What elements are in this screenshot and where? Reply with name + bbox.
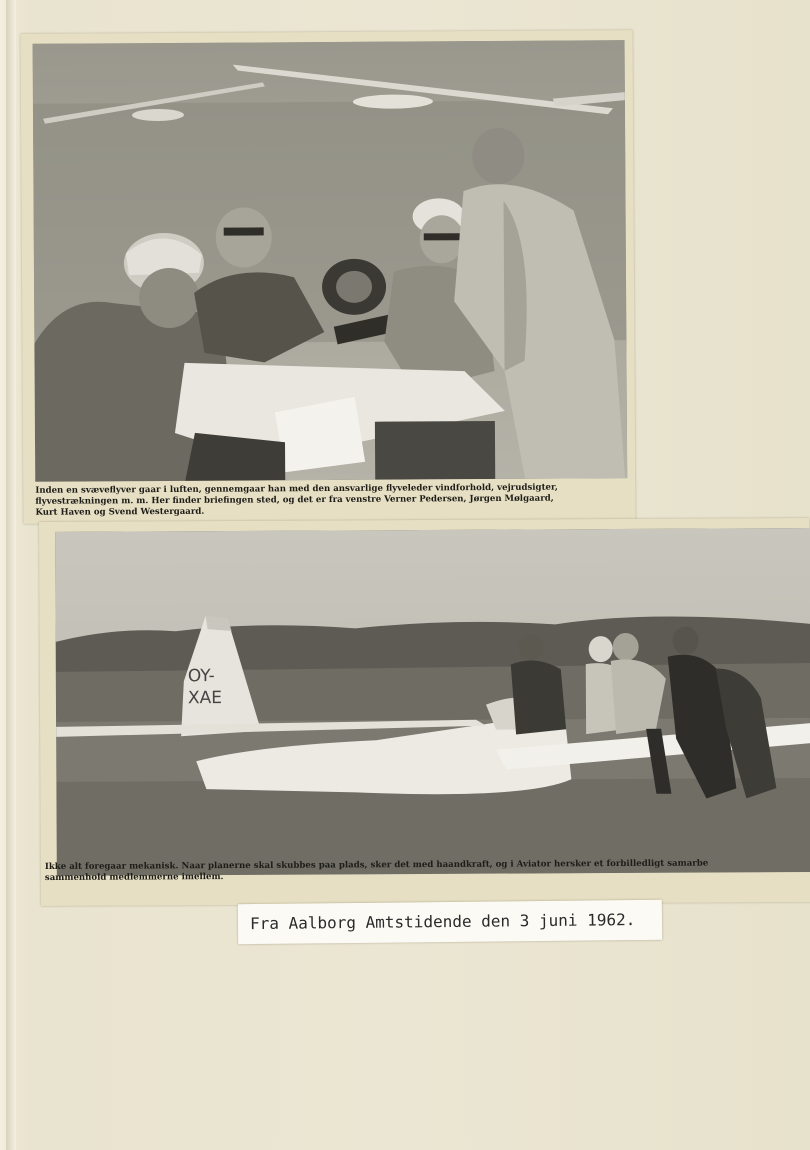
page-fold [6, 0, 16, 1150]
glider-photo-image [55, 528, 810, 876]
glider-photo [55, 528, 810, 876]
tail-registration-label: OY- [187, 666, 215, 687]
svg-text:OY- [188, 666, 215, 686]
caption-line: flyvestrækningen m. m. Her finder briefingen sted, og det er fra venstre Verner Pedersen, Jørgen Mølgaard, [35, 493, 554, 507]
newspaper-clipping-glider [39, 518, 810, 906]
caption-line: sammenhold medlemmerne imellem. [44, 872, 224, 883]
glider-caption [45, 858, 810, 884]
caption-line: Kurt Haven og Svend Westergaard. [35, 506, 205, 518]
briefing-photo [33, 40, 628, 482]
briefing-photo-image [33, 40, 628, 482]
caption-line: Ikke alt foregaar mekanisk. Naar planerne skal skubbes paa plads, sker det med haandkraft, og i Aviator hersker et forbilledligt samarbe [44, 858, 709, 872]
source-label: Fra Aalborg Amtstidende den 3 juni 1962. [238, 900, 662, 944]
svg-text:XAE: XAE [187, 688, 223, 709]
newspaper-clipping-briefing [21, 30, 636, 524]
caption-line: Inden en svæveflyver gaar i luften, gennemgaar han med den ansvarlige flyveleder vindforhold, vejrudsigter, [35, 482, 558, 496]
briefing-caption [35, 482, 635, 519]
